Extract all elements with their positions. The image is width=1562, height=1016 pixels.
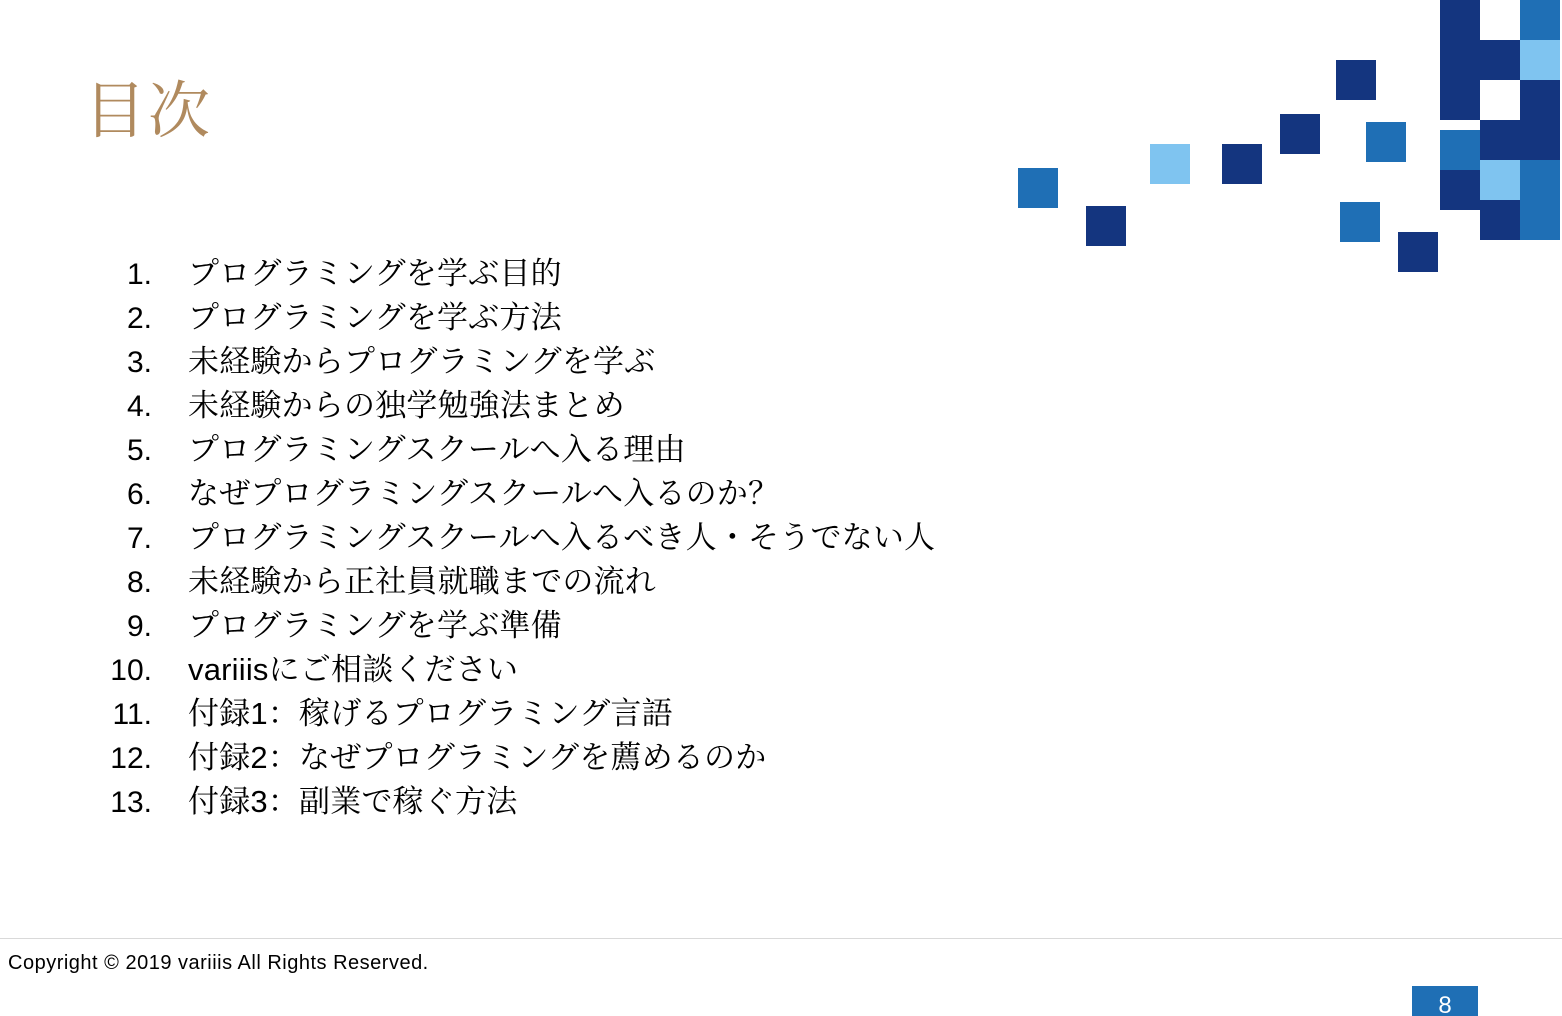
mosaic-tile xyxy=(1018,168,1058,208)
mosaic-tile xyxy=(1520,160,1560,200)
copyright-text: Copyright © 2019 variiis All Rights Reserved. xyxy=(8,952,429,974)
mosaic-tile xyxy=(1398,232,1438,272)
agenda-item-number: 4. xyxy=(126,390,152,423)
mosaic-tile xyxy=(1480,80,1520,120)
agenda-item-label: プログラミングスクールへ入るべき人・そうでない人 xyxy=(188,520,936,555)
agenda-item xyxy=(60,424,1160,468)
agenda-item xyxy=(60,732,1160,776)
mosaic-tile xyxy=(1520,80,1560,120)
mosaic-tile xyxy=(1340,202,1380,242)
agenda-item xyxy=(60,380,1160,424)
mosaic-tile xyxy=(1520,200,1560,240)
mosaic-tile xyxy=(1440,80,1480,120)
agenda-item xyxy=(60,468,1160,512)
agenda-list xyxy=(60,248,1160,820)
mosaic-tile xyxy=(1480,0,1520,40)
agenda-item-label: なぜプログラミングスクールへ入るのか？ xyxy=(188,476,780,511)
agenda-item-label: プログラミングスクールへ入る理由 xyxy=(188,432,686,467)
page-number-badge: 8 xyxy=(1412,986,1478,1016)
page-title: 目次 xyxy=(84,77,213,146)
mosaic-tile xyxy=(1440,0,1480,40)
agenda-item xyxy=(60,292,1160,336)
agenda-item-number: 5. xyxy=(126,434,152,467)
footer-divider xyxy=(0,938,1562,939)
agenda-item-label: variiisにご相談ください xyxy=(188,652,519,687)
agenda-item-label: 付録1：稼げるプログラミング言語 xyxy=(188,696,673,731)
mosaic-tile xyxy=(1480,160,1520,200)
agenda-item xyxy=(60,248,1160,292)
agenda-item-label: 未経験からの独学勉強法まとめ xyxy=(188,388,625,423)
agenda-item-label: 付録2：なぜプログラミングを薦めるのか xyxy=(188,740,767,775)
agenda-item-number: 9. xyxy=(126,610,152,643)
agenda-item-number: 6. xyxy=(126,478,152,511)
agenda-item xyxy=(60,512,1160,556)
agenda-item xyxy=(60,600,1160,644)
agenda-item-label: 未経験から正社員就職までの流れ xyxy=(188,564,656,599)
agenda-item xyxy=(60,776,1160,820)
mosaic-tile xyxy=(1440,130,1480,170)
mosaic-tile xyxy=(1336,60,1376,100)
agenda-item-number: 1. xyxy=(126,258,152,291)
agenda-item xyxy=(60,336,1160,380)
mosaic-tile xyxy=(1086,206,1126,246)
mosaic-tile xyxy=(1440,40,1480,80)
mosaic-tile xyxy=(1480,200,1520,240)
agenda-item-label: プログラミングを学ぶ方法 xyxy=(188,300,562,335)
mosaic-tile xyxy=(1222,144,1262,184)
agenda-item-number: 7. xyxy=(126,522,152,555)
agenda-item-number: 3. xyxy=(126,346,152,379)
agenda-item xyxy=(60,556,1160,600)
mosaic-tile xyxy=(1150,144,1190,184)
agenda-item-label: プログラミングを学ぶ目的 xyxy=(188,256,562,291)
agenda-item-number: 12. xyxy=(110,742,152,775)
mosaic-tile xyxy=(1280,114,1320,154)
mosaic-tile xyxy=(1440,170,1480,210)
agenda-item-label: 未経験からプログラミングを学ぶ xyxy=(188,344,656,379)
mosaic-tile xyxy=(1520,40,1560,80)
agenda-item-number: 13. xyxy=(110,786,152,819)
pixel-mosaic-decoration xyxy=(1000,0,1562,270)
agenda-item-number: 8. xyxy=(126,566,152,599)
mosaic-tile xyxy=(1480,120,1520,160)
agenda-item xyxy=(60,688,1160,732)
agenda-item xyxy=(60,644,1160,688)
mosaic-tile xyxy=(1366,122,1406,162)
mosaic-tile xyxy=(1480,40,1520,80)
agenda-item-number: 10. xyxy=(110,654,152,687)
mosaic-tile xyxy=(1520,0,1560,40)
agenda-item-number: 2. xyxy=(126,302,152,335)
agenda-item-number: 11. xyxy=(112,698,152,731)
agenda-item-label: プログラミングを学ぶ準備 xyxy=(188,608,562,643)
mosaic-tile xyxy=(1520,120,1560,160)
agenda-item-label: 付録3：副業で稼ぐ方法 xyxy=(188,784,518,819)
